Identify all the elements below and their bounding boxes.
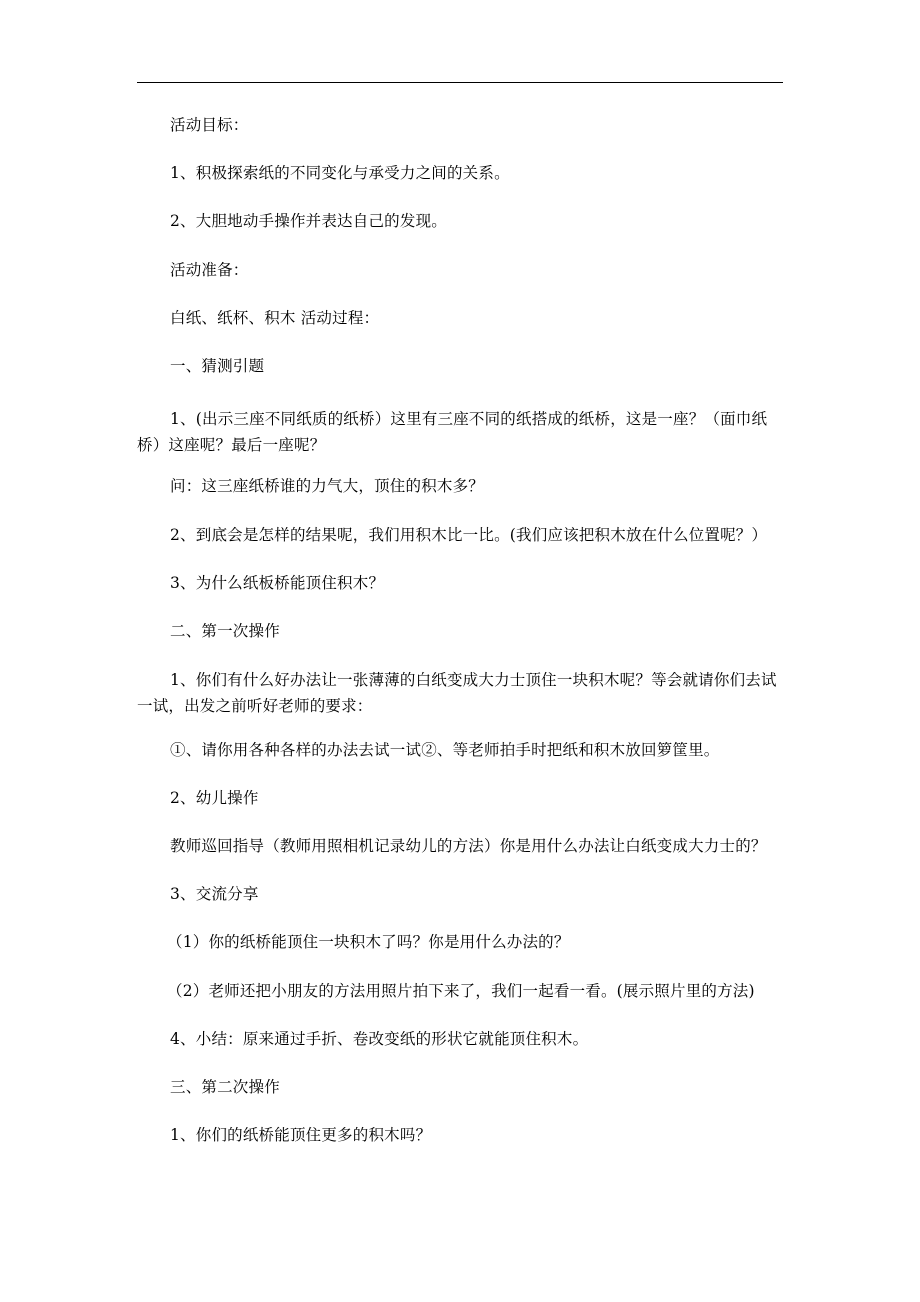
section-1-step-1: 1、(出示三座不同纸质的纸桥）这里有三座不同的纸搭成的纸桥，这是一座？（面巾纸桥）这座呢？最后一座呢？ [137, 410, 768, 454]
section-1-question: 问：这三座纸桥谁的力气大，顶住的积木多？ [170, 477, 485, 495]
section-2-requirements: ①、请你用各种各样的办法去试一试②、等老师拍手时把纸和积木放回箩筐里。 [170, 741, 720, 759]
section-1-step-2: 2、到底会是怎样的结果呢，我们用积木比一比。(我们应该把积木放在什么位置呢？） [170, 526, 768, 544]
section-1-title: 一、猜测引题 [170, 357, 265, 375]
header-rule [137, 82, 783, 83]
section-3-title: 三、第二次操作 [170, 1078, 280, 1096]
goal-item-1: 1、积极探索纸的不同变化与承受力之间的关系。 [170, 164, 510, 182]
section-2-teacher-guidance: 教师巡回指导（教师用照相机记录幼儿的方法）你是用什么办法让白纸变成大力士的？ [170, 837, 767, 855]
section-3-step-1: 1、你们的纸桥能顶住更多的积木吗？ [170, 1126, 432, 1144]
heading-activity-goals: 活动目标： [170, 116, 249, 134]
goal-item-2: 2、大胆地动手操作并表达自己的发现。 [170, 212, 447, 230]
section-2-summary: 4、小结：原来通过手折、卷改变纸的形状它就能顶住积木。 [170, 1030, 589, 1048]
section-2-step-2: 2、幼儿操作 [170, 789, 259, 807]
section-2-title: 二、第一次操作 [170, 622, 280, 640]
share-question-2: （2）老师还把小朋友的方法用照片拍下来了，我们一起看一看。(展示照片里的方法) [167, 982, 755, 1000]
section-1-step-3: 3、为什么纸板桥能顶住积木？ [170, 574, 385, 592]
share-question-1: （1）你的纸桥能顶住一块积木了吗？你是用什么办法的？ [167, 933, 570, 951]
section-2-step-1: 1、你们有什么好办法让一张薄薄的白纸变成大力士顶住一块积木呢？等会就请你们去试一试，出发之前听好老师的要求： [137, 671, 777, 715]
heading-activity-preparation: 活动准备： [170, 261, 249, 279]
materials-and-process: 白纸、纸杯、积木 活动过程： [170, 309, 380, 327]
section-2-step-3: 3、交流分享 [170, 885, 259, 903]
